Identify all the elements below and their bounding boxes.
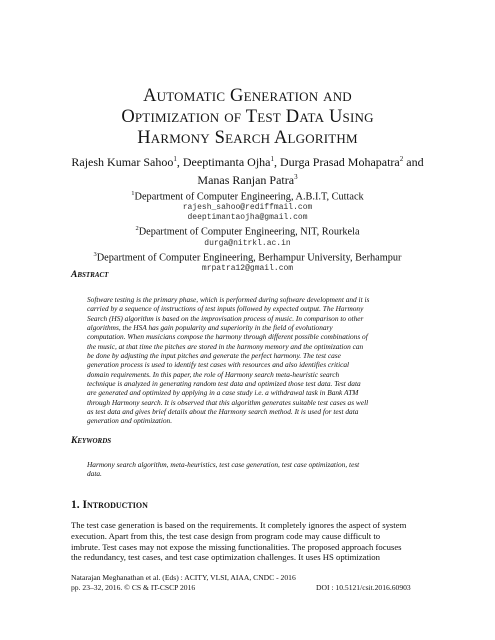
email-address[interactable]: rajesh_sahoo@rediffmail.com	[182, 203, 313, 213]
abstract-line: through Harmony search. It is observed that this algorithm generates suitable test cases as well	[87, 397, 369, 407]
intro-line: imbrute. Test cases may not expose the missing functionalities. The proposed approach focuses	[71, 541, 402, 552]
affiliation-sup: 2	[135, 225, 139, 233]
author-name: Rajesh Kumar Sahoo	[71, 155, 174, 169]
affiliation-list	[40, 188, 455, 274]
email-address[interactable]: durga@nitrkl.ac.in	[204, 238, 291, 248]
abstract-line: algorithms, the HSA has gain popularity and superiority in the field of evolutionary	[87, 323, 333, 333]
footer-citation	[71, 573, 296, 592]
keywords-line: Harmony search algorithm, meta-heuristics, test case generation, test case optimization, test	[87, 460, 360, 469]
author-affil-sup: 3	[294, 173, 298, 181]
author-list	[60, 152, 435, 188]
abstract-line: generation and optimization.	[87, 416, 173, 426]
affiliation-sup: 1	[131, 190, 135, 197]
affiliation	[40, 249, 455, 264]
title-line: Optimization of Test Data Using	[121, 107, 374, 127]
keywords-body	[87, 460, 409, 479]
author-conjunction: and	[403, 155, 424, 169]
authors-line	[60, 170, 435, 188]
affiliation-dept: Department of Computer Engineering, A.B.I.T, Cuttack	[134, 191, 364, 203]
abstract-body	[87, 295, 409, 426]
abstract-line: as test data and gives brief details about the Harmony search method. It is used for test data	[87, 407, 359, 417]
footer-line: pp. 23–32, 2016. © CS & IT-CSCP 2016	[71, 582, 196, 592]
intro-line: the redundancy, test cases, and test case optimization challenges. It uses HS optimization	[71, 552, 380, 563]
affiliation	[40, 188, 455, 203]
abstract-line: technique is analyzed in generating random test data and optimized those test data. Test data	[87, 379, 361, 389]
paper-title	[60, 86, 435, 149]
intro-line: The test case generation is based on the requirements. It completely ignores the aspect of system	[71, 520, 407, 530]
title-line: Harmony Search Algorithm	[137, 128, 358, 148]
affiliation-dept: Department of Computer Engineering, Berhampur University, Berhampur	[96, 252, 402, 264]
abstract-line: the music, at that time the pitches are stored in the harmony memory and the optimization can	[87, 341, 364, 351]
author-name: Manas Ranjan Patra	[197, 173, 295, 187]
author-name: , Deeptimanta Ojha	[176, 155, 271, 169]
intro-line: execution. Apart from this, the test case design from program code may cause difficult to	[71, 530, 381, 541]
abstract-line: Software testing is the primary phase, which is performed during software development and it is	[87, 295, 370, 304]
footer-line: Natarajan Meghanathan et al. (Eds) : ACITY, VLSI, AIAA, CNDC - 2016	[71, 573, 296, 582]
authors-line	[60, 152, 435, 170]
affiliation-dept: Department of Computer Engineering, NIT, Rourkela	[138, 226, 360, 238]
author-name: , Durga Prasad Mohapatra	[274, 155, 400, 169]
abstract-line: computation. When musicians compose the harmony through different possible combinations of	[87, 332, 368, 342]
footer-doi[interactable]: DOI : 10.5121/csit.2016.60903	[316, 582, 411, 592]
abstract-line: be done by adjusting the input pitches and generate the perfect harmony. The test case	[87, 351, 341, 361]
introduction-heading: 1. Introduction	[71, 499, 148, 511]
affiliation-sup: 3	[93, 250, 97, 258]
author-affil-sup: 2	[399, 155, 404, 163]
author-affil-sup: 1	[173, 155, 177, 163]
abstract-line: carried by a sequence of instructions of test inputs followed by expected output. The Harmony	[87, 304, 364, 314]
abstract-line: generation process is used to identify test cases with resources and also identifies critical	[87, 360, 350, 370]
keywords-line: data.	[87, 469, 102, 479]
email-address[interactable]: deeptimantaojha@gmail.com	[187, 213, 308, 223]
introduction-body	[71, 520, 424, 563]
affiliation	[40, 223, 455, 238]
email-address[interactable]: mrpatra12@gmail.com	[201, 264, 294, 274]
abstract-line: domain requirements. In this paper, the role of Harmony search meta-heuristic search	[87, 369, 340, 379]
abstract-line: are generated and optimized by applying in a case study i.e. a withdrawal task in Bank ATM	[87, 388, 359, 398]
keywords-heading: Keywords	[71, 436, 112, 446]
title-line: Automatic Generation and	[143, 86, 352, 106]
abstract-heading: Abstract	[71, 270, 109, 280]
abstract-line: Search (HS) algorithm is based on the improvisation process of music. In comparison to other	[87, 313, 364, 323]
author-affil-sup: 1	[270, 155, 275, 163]
